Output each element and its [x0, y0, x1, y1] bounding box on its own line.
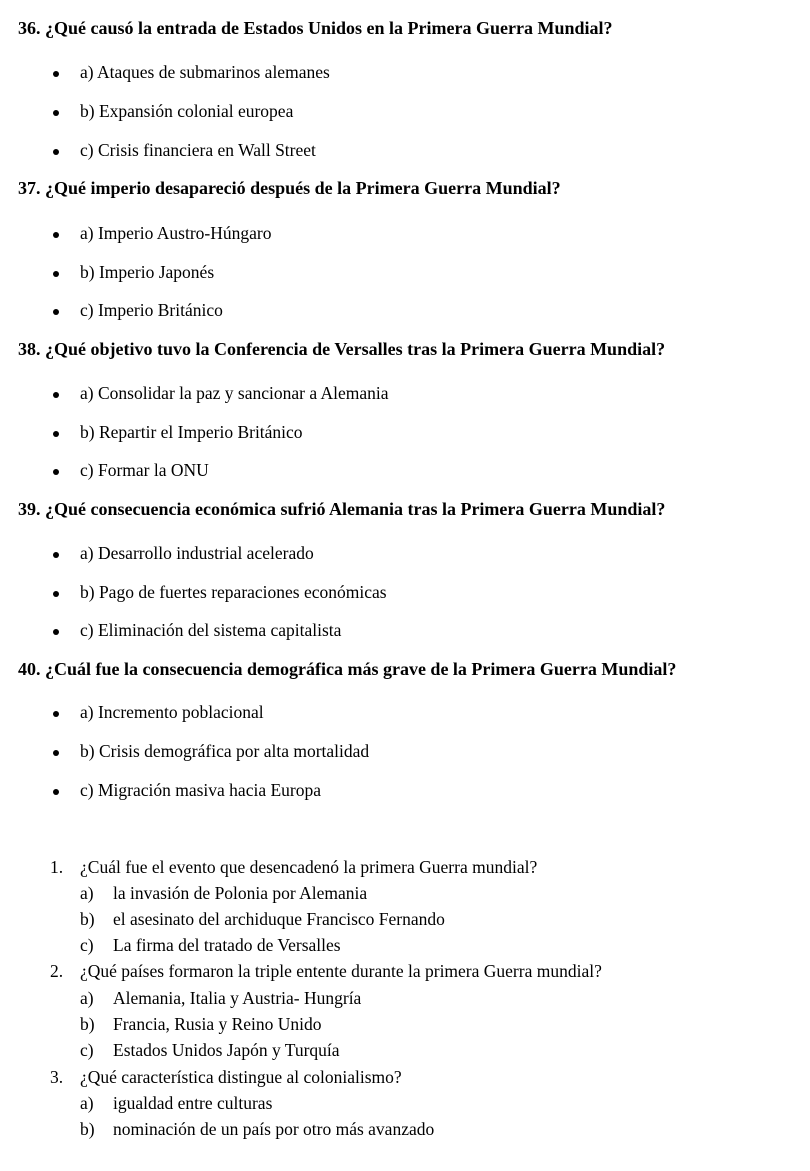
list-item [80, 1119, 680, 1143]
list-item [80, 909, 680, 933]
bullet-icon [53, 552, 59, 558]
bullet-icon [53, 431, 59, 437]
option-item: c) Imperio Británico [80, 300, 223, 320]
list-item [80, 988, 680, 1012]
bullet-icon [53, 110, 59, 116]
list-item [80, 1014, 680, 1038]
option-item: a) Incremento poblacional [80, 702, 264, 722]
option-text: el asesinato del archiduque Francisco Fernando [113, 909, 445, 929]
bullet-icon [53, 629, 59, 635]
option-text: la invasión de Polonia por Alemania [113, 883, 368, 903]
bullet-icon [53, 469, 59, 475]
bullet-icon [53, 71, 59, 77]
option-text: igualdad entre culturas [113, 1093, 273, 1113]
list-item [80, 883, 680, 907]
question-text: ¿Qué países formaron la triple entente durante la primera Guerra mundial? [80, 961, 602, 981]
option-text: nominación de un país por otro más avanzado [113, 1119, 435, 1139]
question-heading: 36. ¿Qué causó la entrada de Estados Unidos en la Primera Guerra Mundial? [18, 18, 613, 38]
option-item: b) Repartir el Imperio Británico [80, 422, 303, 442]
bullet-icon [53, 711, 59, 717]
option-item: b) Imperio Japonés [80, 262, 215, 282]
bullet-icon [53, 392, 59, 398]
option-letter: a) [80, 988, 94, 1008]
list-item [80, 1093, 680, 1117]
question-heading: 39. ¿Qué consecuencia económica sufrió Alemania tras la Primera Guerra Mundial? [18, 499, 666, 519]
question-number: 1. [50, 857, 64, 877]
list-item [80, 1040, 680, 1064]
option-text: Estados Unidos Japón y Turquía [113, 1040, 340, 1060]
numbered-question [50, 857, 750, 881]
option-item: a) Imperio Austro-Húngaro [80, 223, 272, 243]
option-letter: c) [80, 935, 94, 955]
question-text: ¿Qué característica distingue al colonialismo? [80, 1067, 402, 1087]
bullet-icon [53, 309, 59, 315]
option-text: La firma del tratado de Versalles [113, 935, 341, 955]
option-item: a) Consolidar la paz y sancionar a Alemania [80, 383, 389, 403]
option-letter: c) [80, 1040, 94, 1060]
question-heading: 40. ¿Cuál fue la consecuencia demográfica más grave de la Primera Guerra Mundial? [18, 659, 677, 679]
option-item: b) Pago de fuertes reparaciones económicas [80, 582, 387, 602]
option-letter: b) [80, 1014, 95, 1034]
option-item: b) Expansión colonial europea [80, 101, 294, 121]
option-letter: b) [80, 909, 95, 929]
option-item: c) Migración masiva hacia Europa [80, 780, 322, 800]
numbered-question [50, 961, 770, 985]
question-number: 2. [50, 961, 64, 981]
option-item: b) Crisis demográfica por alta mortalidad [80, 741, 370, 761]
option-letter: a) [80, 883, 94, 903]
option-item: c) Crisis financiera en Wall Street [80, 140, 316, 160]
question-heading: 38. ¿Qué objetivo tuvo la Conferencia de Versalles tras la Primera Guerra Mundial? [18, 339, 666, 359]
numbered-question [50, 1067, 750, 1091]
bullet-icon [53, 591, 59, 597]
option-letter: a) [80, 1093, 94, 1113]
option-text: Alemania, Italia y Austria- Hungría [113, 988, 362, 1008]
bullet-icon [53, 232, 59, 238]
option-letter: b) [80, 1119, 95, 1139]
bullet-icon [53, 789, 59, 795]
list-item [80, 935, 680, 959]
bullet-icon [53, 750, 59, 756]
bullet-icon [53, 271, 59, 277]
option-item: c) Formar la ONU [80, 460, 209, 480]
option-item: a) Ataques de submarinos alemanes [80, 62, 330, 82]
option-item: c) Eliminación del sistema capitalista [80, 620, 342, 640]
question-heading: 37. ¿Qué imperio desapareció después de la Primera Guerra Mundial? [18, 178, 561, 198]
bullet-icon [53, 149, 59, 155]
question-text: ¿Cuál fue el evento que desencadenó la primera Guerra mundial? [80, 857, 538, 877]
option-item: a) Desarrollo industrial acelerado [80, 543, 314, 563]
option-text: Francia, Rusia y Reino Unido [113, 1014, 322, 1034]
question-number: 3. [50, 1067, 64, 1087]
